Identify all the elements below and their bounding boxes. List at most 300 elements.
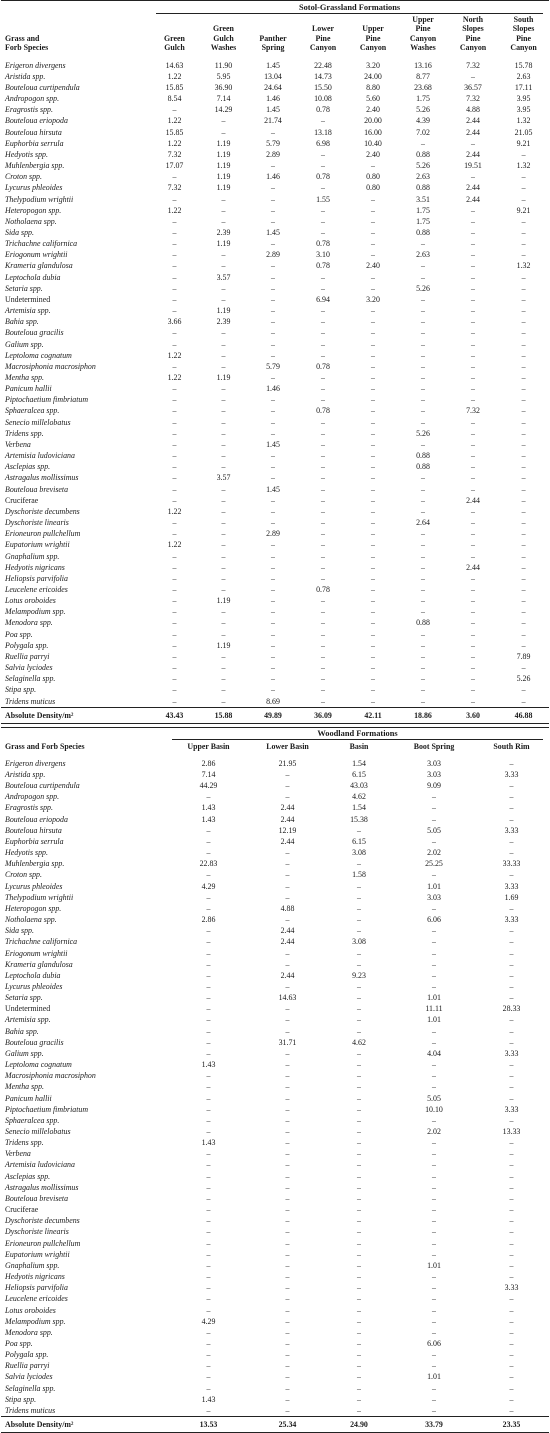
density-value: – [521,629,526,639]
species-name: Cruciferae [5,495,39,505]
density-value: – [371,417,375,427]
density-value: – [357,1015,361,1025]
table-row [1,551,549,562]
density-value: 3.08 [352,937,366,947]
density-value: – [321,373,325,382]
table-row [1,936,549,947]
density-value: 3.95 [516,105,531,115]
density-value: – [357,1193,361,1203]
density-value: – [471,250,475,260]
density-value: – [285,1283,290,1293]
density-value: – [421,696,425,706]
density-value: – [421,306,425,316]
species-name: Sphaeralcea spp. [5,1115,60,1125]
density-value: – [172,439,177,449]
density-value: 1.46 [266,384,280,394]
density-value: – [172,495,177,505]
density-value: – [357,1149,361,1159]
density-value: – [172,227,177,237]
species-name: Eriogonum wrightii [5,948,68,958]
density-value: – [285,1249,290,1259]
absolute-density-value: 15.88 [199,707,248,723]
density-value: 43.03 [350,781,368,791]
density-value: – [357,915,361,925]
density-value: – [371,216,375,226]
density-value: – [371,283,375,293]
density-value: 2.86 [201,758,216,768]
density-value: – [509,1082,514,1092]
density-value: – [271,183,275,193]
density-value: 5.26 [416,283,430,293]
density-value: – [271,540,275,550]
density-value: – [285,1272,290,1282]
species-name: Leptochola dubia [5,970,61,980]
table-row [1,1070,549,1081]
density-value: 13.18 [314,127,332,137]
absolute-density-value: 49.89 [248,707,298,723]
density-value: 28.33 [502,1004,521,1014]
species-name: Galium spp. [5,1048,44,1058]
header-line: Gulch [164,43,185,53]
density-value: – [521,250,526,260]
density-value: – [271,317,275,327]
density-value: – [357,1305,361,1315]
density-value: – [421,261,425,271]
density-value: – [271,674,275,684]
density-value: – [221,361,226,371]
density-value: – [521,272,526,282]
table-row [1,1238,549,1249]
density-value: – [421,239,425,249]
density-value: – [521,473,526,483]
density-value: – [321,685,325,695]
density-value: 14.29 [214,105,233,115]
density-value: 1.22 [167,540,182,550]
density-value: 15.38 [350,814,368,824]
density-value: – [471,573,475,583]
density-value: – [521,540,526,550]
density-value: – [471,584,475,594]
table-row [1,472,549,483]
density-value: – [471,272,475,282]
table-row [1,662,549,673]
density-value: – [285,1227,290,1237]
table-row [1,684,549,695]
density-value: – [371,250,375,260]
species-name: Astragalus mollissimus [5,473,79,483]
species-name: Bouteloua gracilis [5,328,64,338]
table-row [1,194,549,205]
density-value: – [421,596,425,606]
density-value: – [221,451,226,461]
density-value: – [432,959,436,969]
species-name: Trichachne californica [5,937,78,947]
density-value: – [471,395,475,405]
species-name: Croton spp. [5,172,42,182]
density-value: – [221,484,226,494]
density-value: 7.32 [466,94,480,104]
density-value: 1.22 [167,205,182,215]
density-value: – [371,674,375,684]
group-header-row [1,727,549,741]
density-value: 15.85 [165,82,184,92]
density-value: 6.06 [427,915,441,925]
density-value: – [521,216,526,226]
species-name: Lycurus phleoides [5,183,63,193]
density-value: – [509,1227,514,1237]
species-name: Asclepias spp. [5,462,51,472]
density-value: – [509,959,514,969]
density-value: – [371,618,375,628]
density-value: 1.19 [216,239,231,249]
density-value: 3.08 [352,848,366,858]
density-value: – [357,1093,361,1103]
density-value: – [206,1082,211,1092]
species-name: Notholaena spp. [5,216,57,226]
density-value: – [321,116,325,126]
species-name: Artemisia spp. [5,306,51,316]
density-value: – [371,551,375,561]
density-value: 11.90 [214,60,233,70]
density-value: – [521,551,526,561]
density-value: – [509,1171,514,1181]
density-value: 3.33 [504,770,519,779]
density-value: – [421,138,425,148]
density-value: – [471,462,475,472]
density-value: – [357,859,361,869]
density-value: – [285,1294,290,1304]
header-line: Gulch [213,33,234,43]
density-value: 5.60 [366,94,380,104]
density-value: 13.16 [414,60,432,70]
density-value: – [421,562,425,572]
density-value: 1.19 [216,640,231,650]
density-value: – [357,1383,361,1393]
density-value: – [471,384,475,394]
density-value: – [321,384,325,394]
density-value: – [509,1383,514,1393]
density-value: 3.33 [504,1048,519,1058]
density-value: 2.40 [366,149,380,159]
density-value: – [206,1182,211,1192]
density-value: – [371,573,375,583]
density-value: – [421,629,425,639]
density-value: – [432,1350,436,1360]
group-header-row [1,1,549,16]
density-value: – [221,384,226,394]
density-value: 3.20 [366,60,380,70]
header-line: Pine [365,33,381,43]
density-value: 44.29 [199,781,218,791]
absolute-density-label: Absolute Density/m² [1,707,150,723]
density-value: – [509,1338,514,1348]
density-value: – [471,205,475,215]
density-value: – [421,495,425,505]
density-value: – [471,696,475,706]
density-value: – [371,607,375,617]
density-value: – [221,350,226,360]
table-row [1,881,549,892]
density-value: – [371,161,375,171]
density-value: – [471,618,475,628]
density-value: 1.54 [352,803,366,813]
density-value: – [509,1272,514,1282]
density-value: – [471,629,475,639]
density-value: – [206,1004,211,1014]
density-value: – [509,1115,514,1125]
density-value: – [321,618,325,628]
density-value: – [471,428,475,438]
density-value: – [221,395,226,405]
density-value: 1.46 [266,94,280,104]
species-name: Poa spp. [5,629,33,639]
density-value: 3.33 [504,1104,519,1114]
density-value: – [321,506,325,516]
density-value: 6.06 [427,1338,441,1348]
table-row [1,1193,549,1204]
density-value: – [321,451,325,461]
absolute-density-row [1,707,549,723]
density-value: – [421,373,425,382]
density-value: 3.03 [427,758,441,768]
density-value: – [521,194,526,204]
table-row [1,405,549,416]
density-value: – [285,1238,290,1248]
species-name: Thelypodium wrightii [5,194,74,204]
density-value: – [172,194,177,204]
table-row [1,417,549,428]
density-value: – [221,294,226,304]
table-body [1,56,549,724]
density-value: – [321,283,325,293]
density-value: 1.22 [167,373,182,382]
table-row [1,1271,549,1282]
species-name: Gnaphalium spp. [5,551,60,561]
density-value: – [509,1294,514,1304]
density-value: – [509,1350,514,1360]
density-value: – [432,948,436,958]
density-value: 2.89 [266,529,280,539]
density-value: – [285,1160,290,1170]
density-value: – [371,317,375,327]
species-name: Hedyotis spp. [5,149,48,159]
table-row [1,1249,549,1260]
density-value: – [221,506,226,516]
density-value: – [432,1361,436,1371]
density-value: 22.48 [314,60,332,70]
density-value: – [421,328,425,338]
density-value: – [509,1260,514,1270]
density-value: 15.78 [514,60,533,70]
species-name: Erigeron divergens [5,758,66,768]
density-value: 1.54 [352,758,366,768]
table-row [1,992,549,1003]
density-value: – [371,484,375,494]
density-value: – [221,261,226,271]
density-value: – [509,1394,514,1404]
density-value: – [172,629,177,639]
density-value: 2.44 [466,127,480,137]
group-header: Woodland Formations [172,728,543,740]
species-name: Lotus oroboides [5,596,56,606]
table-row [1,1148,549,1159]
density-value: 3.20 [366,294,380,304]
density-value: – [285,1060,290,1070]
density-value: 1.19 [216,161,231,171]
density-value: – [172,529,177,539]
density-value: – [271,451,275,461]
density-value: – [206,1071,211,1081]
table-row [1,327,549,338]
density-value: – [285,1048,290,1058]
table-row [1,1159,549,1170]
density-value: – [509,1327,514,1337]
density-value: – [371,239,375,249]
header-line: Pine [516,33,531,43]
species-name: Hedyotis spp. [5,848,48,858]
table-row [1,238,549,249]
density-value: – [371,596,375,606]
density-value: 8.80 [366,82,380,92]
density-value: 5.05 [427,825,441,835]
density-value: 1.45 [266,60,280,70]
density-value: – [432,1182,436,1192]
species-name: Verbena [5,1149,31,1159]
density-value: – [206,1149,211,1159]
header-line: Washes [210,43,237,53]
density-value: 5.26 [416,428,430,438]
density-value: – [321,663,325,673]
density-value: – [421,607,425,617]
density-value: – [321,428,325,438]
density-value: 17.11 [514,82,533,92]
table-row [1,93,549,104]
density-value: – [172,216,177,226]
header-line: Canyon [510,43,537,53]
density-value: 4.04 [427,1048,441,1058]
density-value: – [206,792,211,802]
table-row [1,825,549,836]
density-value: – [421,439,425,449]
absolute-density-row [1,1417,549,1433]
species-name: Bouteloua hirsuta [5,127,62,137]
density-value: – [271,629,275,639]
density-value: – [321,484,325,494]
density-value: 0.88 [416,227,430,237]
species-name: Bahia spp. [5,1026,39,1036]
species-name: Tridens muticus [5,696,56,706]
density-value: – [357,1405,361,1415]
species-name: Macrosiphonia macrosiphon [5,1071,96,1081]
density-value: – [221,674,226,684]
species-column-header: Grass and Forb Species [5,741,85,751]
density-value: 1.19 [216,138,231,148]
table-row [1,1081,549,1092]
table-row [1,316,549,327]
table-row [1,1327,549,1338]
density-value: – [321,205,325,215]
density-value: – [206,1305,211,1315]
species-name: Artemisia spp. [5,1015,51,1025]
density-value: – [432,1294,436,1304]
table-row [1,372,549,383]
density-value: 4.88 [280,903,295,913]
table-row [1,506,549,517]
density-value: – [421,584,425,594]
density-value: – [271,473,275,483]
density-value: – [432,1305,436,1315]
density-value: – [421,674,425,684]
density-value: – [471,306,475,316]
density-value: – [172,484,177,494]
density-value: – [509,1249,514,1259]
density-value: – [521,183,526,193]
density-value: – [509,758,514,768]
density-value: 2.40 [366,105,380,115]
density-value: – [172,640,177,650]
site-column-header [348,15,398,56]
density-value: – [321,596,325,606]
density-value: – [471,71,475,81]
density-value: – [357,1316,361,1326]
density-value: 10.40 [364,138,382,148]
density-value: 3.33 [504,915,519,925]
table-row [1,1215,549,1226]
density-value: 0.78 [316,584,330,594]
density-value: – [285,1182,290,1192]
density-value: 3.33 [504,825,519,835]
table-row [1,981,549,992]
density-value: – [172,172,177,182]
table-row [1,1048,549,1059]
species-name: Erioneuron pullchellum [5,529,81,539]
density-value: – [271,306,275,316]
density-value: – [206,1249,211,1259]
table-row [1,617,549,628]
density-value: – [321,272,325,282]
table-row [1,539,549,550]
species-name: Panicum hallii [5,1093,52,1103]
density-value: – [206,1238,211,1248]
species-name: Dyschoriste linearis [5,1227,69,1237]
density-value: 7.89 [516,651,531,661]
species-name: Trichachne californica [5,239,78,249]
density-value: – [285,1015,290,1025]
density-value: 0.88 [416,618,430,628]
density-value: 5.26 [516,674,531,684]
density-value: – [206,892,211,902]
density-value: 1.55 [316,194,330,204]
density-value: – [509,836,514,846]
density-value: – [357,1205,361,1215]
density-value: – [285,770,290,779]
species-name: Lotus oroboides [5,1305,56,1315]
table-row [1,1093,549,1104]
density-value: – [172,607,177,617]
density-value: – [471,518,475,528]
density-value: – [357,1372,361,1382]
density-value: – [521,640,526,650]
density-value: – [221,540,226,550]
table-row [1,260,549,271]
density-value: 3.33 [504,1283,519,1293]
density-value: – [206,1227,211,1237]
species-name: Verbena [5,439,31,449]
density-value: – [421,361,425,371]
density-value: 0.88 [416,183,430,193]
density-value: 13.04 [264,71,282,81]
density-value: – [172,406,177,416]
